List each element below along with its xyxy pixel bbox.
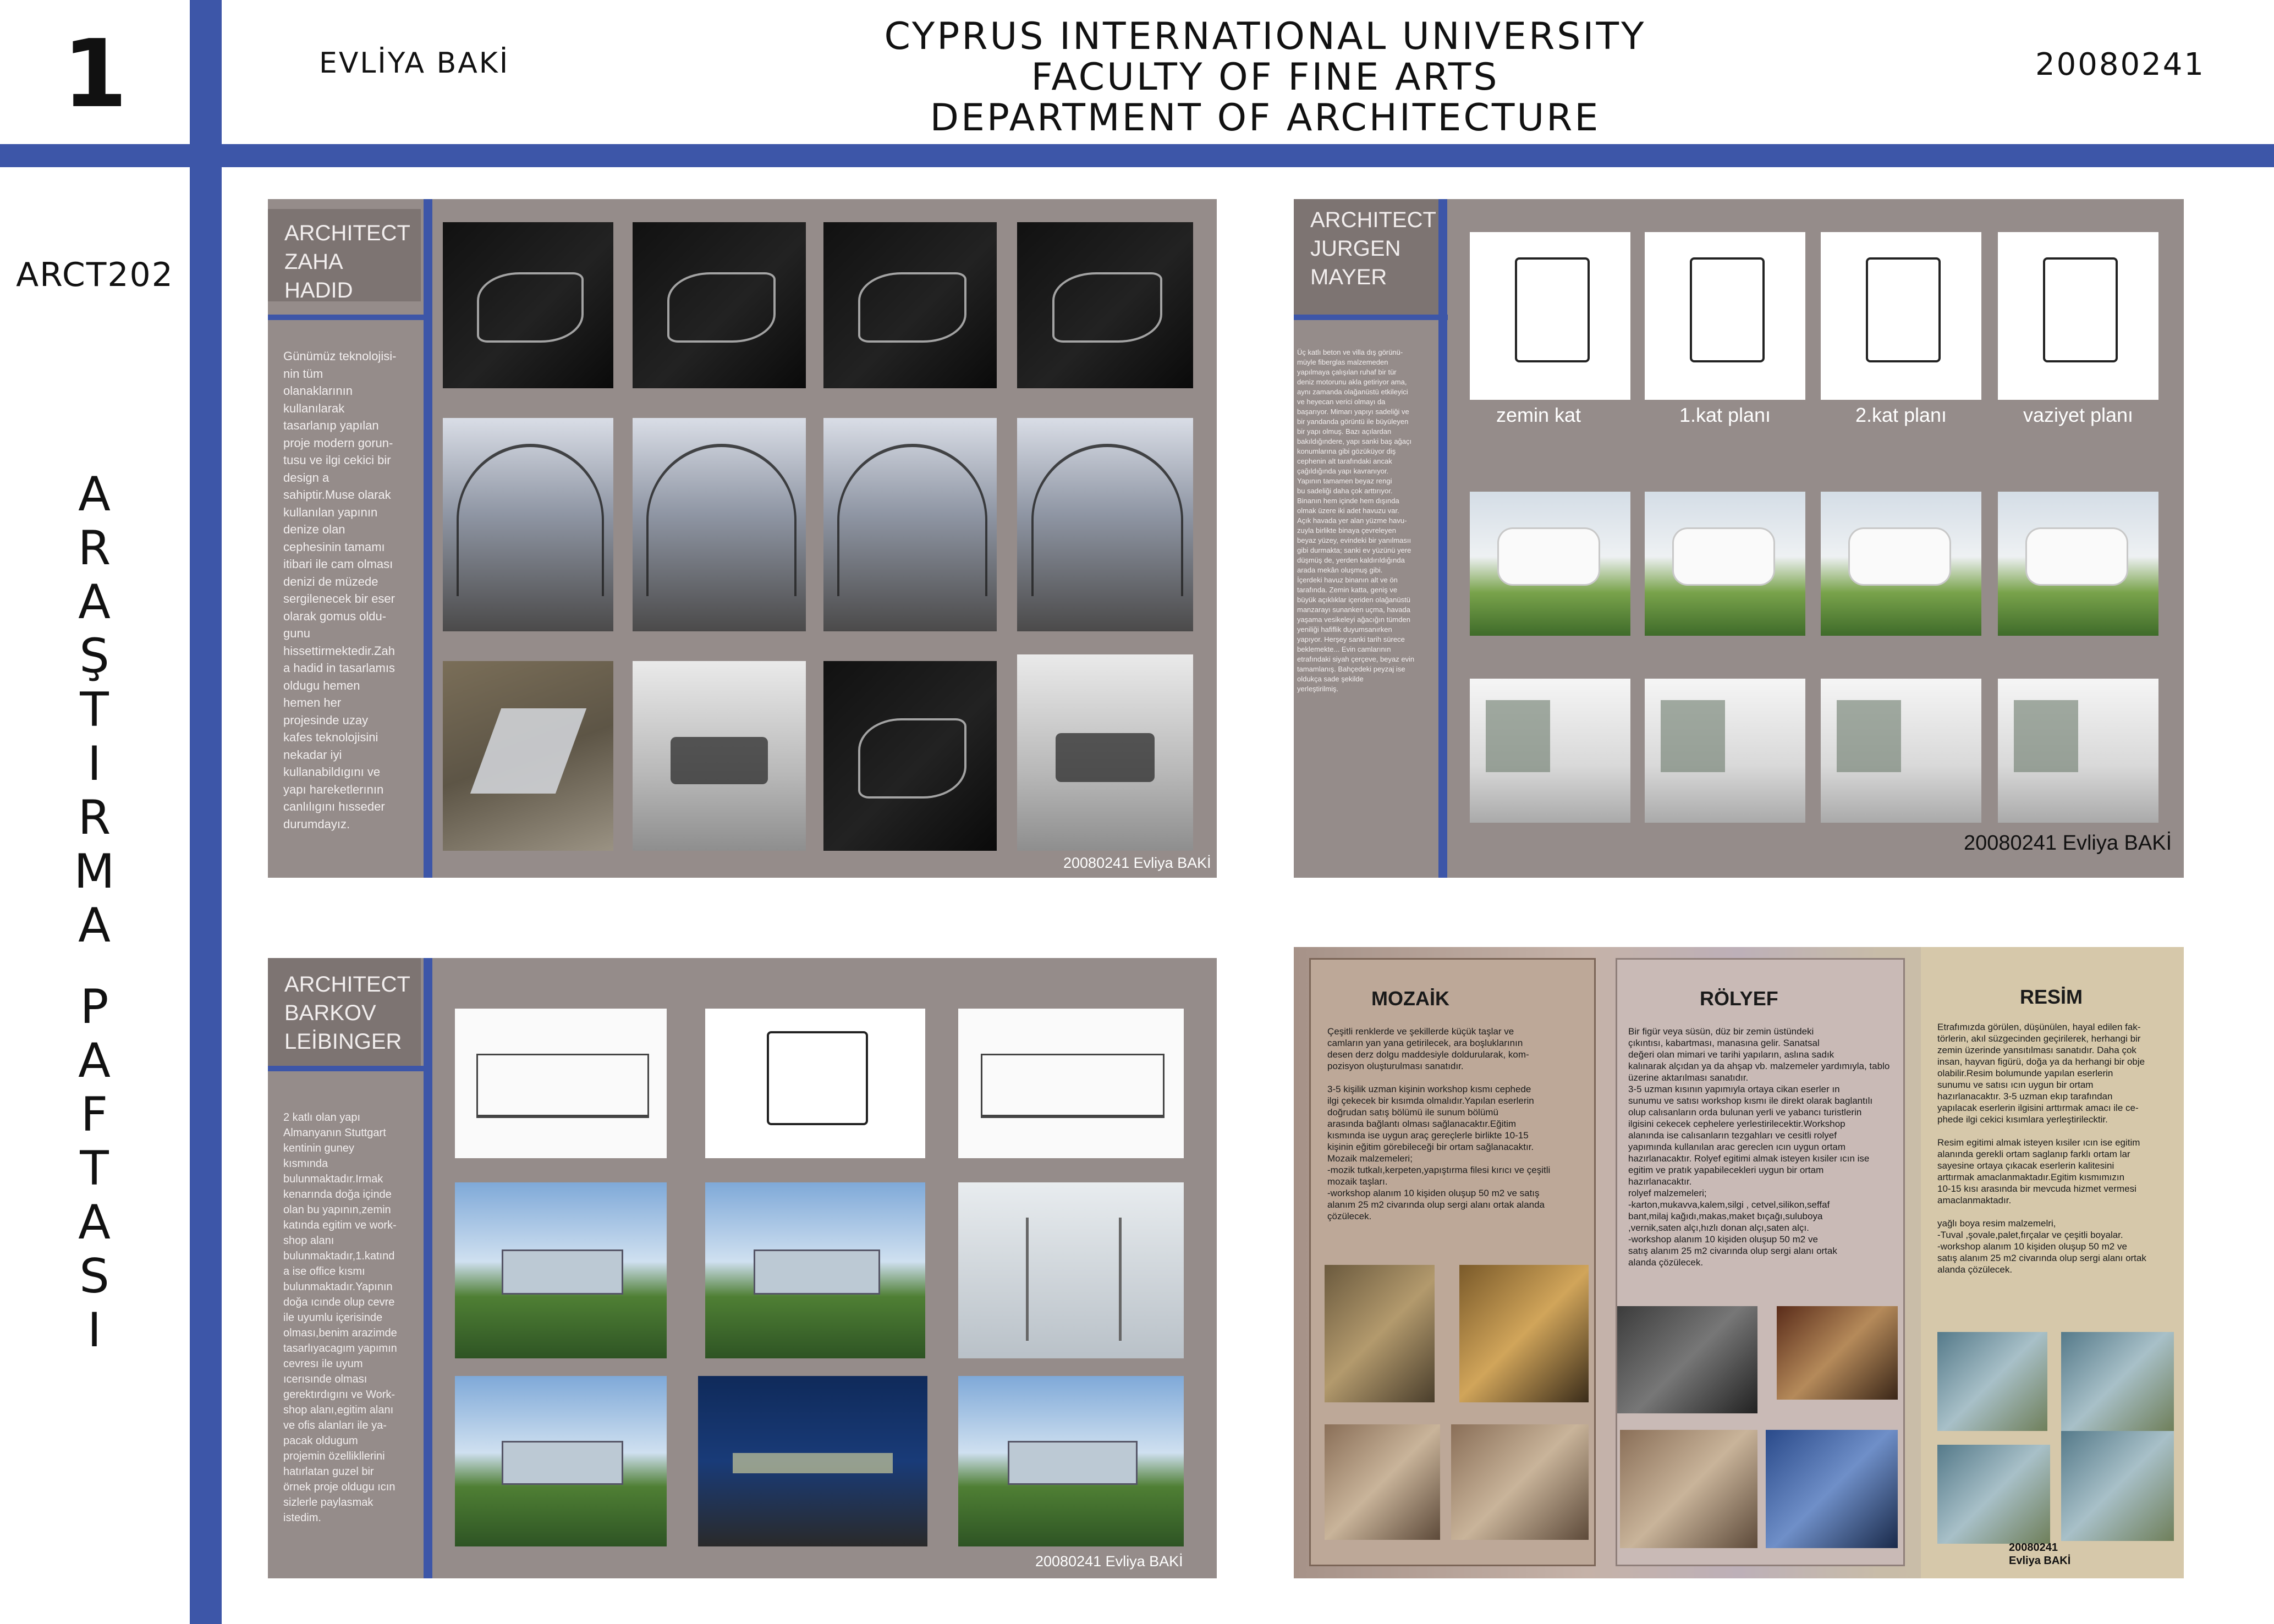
vertical-letter: A — [78, 898, 112, 953]
render-image — [1017, 654, 1193, 851]
relief-artwork-image — [1617, 1306, 1757, 1413]
signature: 20080241 Evliya BAKİ — [1035, 1553, 1183, 1570]
site-plan-image — [1998, 232, 2158, 400]
painting-class-photo — [2061, 1332, 2174, 1431]
vertical-letter: I — [87, 736, 103, 791]
floor-plan-image — [1470, 232, 1630, 400]
construction-image — [1017, 418, 1193, 631]
course-code: ARCT202 — [16, 256, 174, 294]
building-photo — [455, 1376, 667, 1546]
panel-jurgen-mayer — [1294, 199, 2184, 878]
night-photo — [698, 1376, 927, 1546]
vertical-letter: A — [78, 575, 112, 630]
panel-zaha-hadid — [268, 199, 1217, 878]
house-exterior-image — [1998, 492, 2158, 636]
tag-line: ZAHA — [284, 250, 343, 274]
description-text: Üç katlı beton ve villa dış görünü- müyle fiberglas malzemeden yapılmaya çalışılan ruhaf bir tür deniz motorunu akla getiriyor ama, aynı zamanda olağanüstü etkileyici ve heyecan verici olmayı da başarıyor. Mimarı yapıyı sadeliği ve bir yandanda görüntü ile büyüleyen bir yapı olmuş. Bazı açılardan bakıldığındere, yapı sanki baş ağaçı konumlarına gibi gözüküyor diş cephenin alt tarafındaki ancak çağıldığında yapı kavranıyor. Yapının tamamen beyaz rengi bu sadeliği daha çok arttırıyor. Binanın hem içinde hem dışında olmak üzere iki adet havuzu var. Açık havada yer alan yüzme havu- zuyla birlikte binaya çevreleyen beyaz yüzey, evindeki bir yanılmasıı gibi durmakta; sanki ev yüzünü yere düşmüş de, yerden kaldırıldığında arada mekân oluşmuş gibi. İçerdeki havuz binanın alt ve ön tarafında. Zemin katta, geniş ve büyük açıklıklar içeriden olağanüstü manzarayı sunanken uçma, havada yaşama vesikeleyi ağacığın tümden yeniliği hafiflik duyumsanırken yapıyor. Herşey sanki tarih sürece beklemekte... Evin camlarının etrafındaki siyah çerçeve, beyaz evin tamamlanış. Bahçedeki peyzaj ise oldukça sade şekilde yerleştirilmiş. — [1297, 348, 1415, 693]
vertical-letter: R — [78, 521, 112, 576]
signature: 20080241 Evliya BAKİ — [1964, 832, 2172, 855]
architect-tag — [268, 958, 421, 1067]
description-text: Günümüz teknolojisi- nin tüm olanaklarının kullanılarak tasarlanıp yapılan proje modern gorun- tusu ve ilgi cekici bir design a sahiptir.Muse olarak kullanılan yapının denize olan cephesinin tamamı itibari ile cam olması denizi de müzede sergilenecek bir eser olarak gomus oldu- gunu hissettirmektedir.Zah a hadid in tasarlamıs oldugu hemen hemen her projesinde uzay kafes teknolojisini nekadar iyi kullanabildıgını ve yapı hareketlerının canlılıgını hısseder durumdayız. — [283, 349, 397, 831]
panel-divider — [424, 199, 432, 878]
vertical-letter: S — [79, 1249, 111, 1304]
resim-text: Etrafımızda görülen, düşünülen, hayal edilen fak- törlerin, akıl süzgecinden geçirilerek, herhangi bir zemin üzerinde yansıtılması sanatıdır. Daha çok insan, hayvan figürü, doğa ya da herhangi bir obje olabilir.Resim bolumunde yapılan eserlerin sunumu ve satısı ıcın uygun bir ortam hazırlanacaktır. 3-5 uzman ekıp tarafından yapılacak eserlerin ilgisini arttırmak amacı ile ce- phede ilgi cekici kısımlara yerleştirilecktir. Resim egitimi almak isteyen kısiler ıcın ise egitim alanında gerekli ortam saglanıp farklı ortam lar sayesine ortaya çıkacak eserlerin kalitesini arttırmak amaclanmaktadır.Egitim kısmımızın 10-15 kısı arasında bir mevcuda hizmet vermesi amaclanmaktadır. yağlı boya resim malzemelri, -Tuval ,şovale,palet,fırçalar ve çeşitli boyalar. -workshop alanım 10 kişiden oluşup 50 m2 ve satış alanım 25 m2 civarında olup sergi alanı ortak alanda çözülecek. — [1937, 1022, 2146, 1275]
student-name: EVLİYA BAKİ — [319, 47, 510, 80]
building-image — [633, 222, 806, 388]
house-exterior-image — [1821, 492, 1981, 636]
signature: 20080241 Evliya BAKİ — [1063, 855, 1211, 871]
building-photo — [705, 1182, 925, 1358]
site-plan-drawing — [705, 1009, 925, 1158]
resim-column — [1921, 947, 2184, 1578]
painting-class-photo — [1937, 1445, 2050, 1544]
signature-name: Evliya BAKİ — [2009, 1555, 2071, 1567]
tag-line: MAYER — [1310, 265, 1387, 289]
tag-line: ARCHITECT — [284, 972, 410, 997]
mozaik-text: Çeşitli renklerde ve şekillerde küçük taşlar ve camların yan yana getirilecek, ara boşluklarının desen derz dolgu maddesiyle doldurularak, kom- pozisyon oluşturulması sanatıdır. 3-5 kişilik uzman kişinin workshop kısmı cephede ilgi çekecek bir kısımda olmalıdır.Yapılan eserlerin doğrudan satış bölümü ile sunum bölümü arasında bağlantı olması sağlanacaktır.Eğitim kısmında ise uygun araç gereçlerle birlikte 10-15 kişinin eğitim görebileceği bir ortam sağlanacaktır. Mozaik malzemeleri; -mozik tutkalı,kerpeten,yapıştırma filesi kırıcı ve çeşitli mozaik taşları. -workshop alanım 10 kişiden oluşup 50 m2 ve satış alanım 25 m2 civarında olup sergi alanı ortak alanda çözülecek. — [1327, 1026, 1551, 1221]
plan-caption: 1.kat planı — [1679, 404, 1771, 426]
tag-line: LEİBINGER — [284, 1030, 402, 1054]
rolyef-column — [1616, 958, 1905, 1566]
vertical-letter: F — [80, 1087, 109, 1142]
tag-line: ARCHITECT — [284, 221, 410, 245]
tag-underline — [1294, 315, 1448, 320]
vertical-letter: M — [74, 844, 116, 899]
workshop-photo — [1325, 1424, 1440, 1540]
sidebar-vertical-bar — [190, 0, 222, 1624]
house-exterior-image — [1470, 492, 1630, 636]
plan-caption: zemin kat — [1496, 404, 1581, 426]
vertical-letter: T — [80, 682, 110, 737]
vertical-letter: R — [78, 790, 112, 845]
aerial-image — [443, 661, 613, 851]
mozaik-title: MOZAİK — [1371, 987, 1449, 1010]
architect-tag — [268, 209, 421, 301]
tag-underline — [268, 315, 427, 320]
vertical-letter: Ş — [79, 629, 111, 684]
faculty-title: FACULTY OF FINE ARTS — [1031, 56, 1499, 99]
plan-caption: vaziyet planı — [2023, 404, 2134, 426]
town-photo — [958, 1376, 1184, 1546]
signature — [2009, 1541, 2070, 1567]
tag-underline — [268, 1066, 427, 1071]
section-drawing — [958, 1009, 1184, 1158]
floor-plan-image — [1821, 232, 1981, 400]
vertical-letter: A — [78, 467, 112, 522]
section-image — [823, 222, 997, 388]
tag-line: HADID — [284, 278, 353, 302]
house-interior-image — [1470, 679, 1630, 823]
workshop-photo — [1620, 1430, 1757, 1548]
rolyef-text: Bir figür veya süsün, düz bir zemin üstündeki çıkıntısı, kabartması, manasına gelir. Sanatsal değeri olan mimari ve tarihi yapıların, aslına sadık kalınarak alçıdan ya da ahşap vb. malzemeler yardımıyla, tablo üzerine aktarılması sanatıdır. 3-5 uzman kısının yapımıyla ortaya cikan eserler ın sunumu ve satısı workshop kısmı ile direkt olarak baglantılı olup calısanların orda bulunan yerli ve yabancı turistlerin ilgisini cekecek cephelere yerlestirilecektir.Workshop alanında ise calısanların tezgahları ve cesitli rolyef yapımında kullanılan arac gereclen ıcın uygun ortam hazırlanacaktır. Rolyef egitimi almak isteyen kısiler ıcın ise egitim ve pratık yapabilecekleri uygun bir ortam hazırlanacaktır. rolyef malzemeleri; -karton,mukavva,kalem,silgi , cetvel,silikon,seffaf bant,milaj kağıdı,makas,maket bıçağı,suluboya ,vernik,saten alçı,hızlı donan alçı,saten alçı. -workshop alanım 10 kişiden oluşup 50 m2 ve satış alanım 25 m2 civarında olup sergi alanı ortak alanda çözülecek. — [1628, 1026, 1890, 1268]
panel-divider — [424, 958, 432, 1578]
rolyef-title: RÖLYEF — [1700, 987, 1778, 1010]
page-number: 1 — [62, 20, 128, 129]
vertical-letter: A — [78, 1195, 112, 1250]
mosaic-peacock-image — [1459, 1265, 1589, 1402]
exhibition-photo — [1766, 1430, 1898, 1548]
interior-photo — [958, 1182, 1184, 1358]
house-interior-image — [1821, 679, 1981, 823]
panel-barkov-leibinger — [268, 958, 1217, 1578]
construction-image — [443, 418, 613, 631]
header-bottom-bar — [0, 144, 2274, 167]
building-image — [443, 222, 613, 388]
mosaic-portrait-image — [1325, 1265, 1435, 1402]
house-interior-image — [1998, 679, 2158, 823]
house-interior-image — [1645, 679, 1805, 823]
university-title: CYPRUS INTERNATIONAL UNIVERSITY — [884, 15, 1646, 58]
floor-plan-image — [1645, 232, 1805, 400]
signature-id: 20080241 — [2009, 1542, 2058, 1554]
panel-divider — [1438, 199, 1447, 878]
elevation-drawing — [455, 1009, 667, 1158]
painting-class-photo — [1937, 1332, 2047, 1431]
student-id: 20080241 — [2035, 47, 2206, 82]
construction-image — [823, 418, 997, 631]
vertical-title — [0, 467, 190, 1357]
vertical-letter: T — [80, 1141, 110, 1196]
house-exterior-image — [1645, 492, 1805, 636]
relief-artwork-image — [1777, 1306, 1898, 1400]
render-image — [633, 661, 806, 851]
architect-tag — [1294, 199, 1440, 316]
painting-class-photo — [2061, 1431, 2174, 1541]
construction-image — [633, 418, 806, 631]
panel-arts — [1294, 947, 2184, 1578]
building-photo — [455, 1182, 667, 1358]
description-text: 2 katlı olan yapı Almanyanın Stuttgart kentinin guney kısmında bulunmaktadır.Irmak kenarında doğa içinde olan bu yapının,zemin katında egitim ve work- shop alanı bulunmaktadır,1.katınd a ise office kısmı bulunmaktadır.Yapının doğa ıcınde olup cevre ile uyumlu içerisinde olması,benim arazimde tasarlıyacagım yapımın cevresı ile uyum ıcerısınde olması gerektırdıgını ve Work- shop alanı,egitim alanı ve ofis alanları ile ya- pacak oldugum projemin özellikllerini hatırlatan guzel bir örnek proje oldugu ıcın sizlerle paylasmak istedim. — [283, 1111, 397, 1524]
vertical-letter: I — [87, 1303, 103, 1358]
plan-caption: 2.kat planı — [1855, 404, 1947, 426]
tag-line: ARCHITECT — [1310, 208, 1436, 232]
tag-line: JURGEN — [1310, 236, 1401, 261]
section-image — [1017, 222, 1193, 388]
tag-line: BARKOV — [284, 1001, 376, 1025]
render-image — [823, 661, 997, 851]
vertical-letter: P — [80, 979, 110, 1034]
department-title: DEPARTMENT OF ARCHITECTURE — [930, 96, 1601, 140]
workshop-photo — [1451, 1424, 1589, 1540]
mozaik-column — [1309, 958, 1596, 1566]
vertical-letter: A — [78, 1033, 112, 1088]
resim-title: RESİM — [2020, 986, 2083, 1008]
